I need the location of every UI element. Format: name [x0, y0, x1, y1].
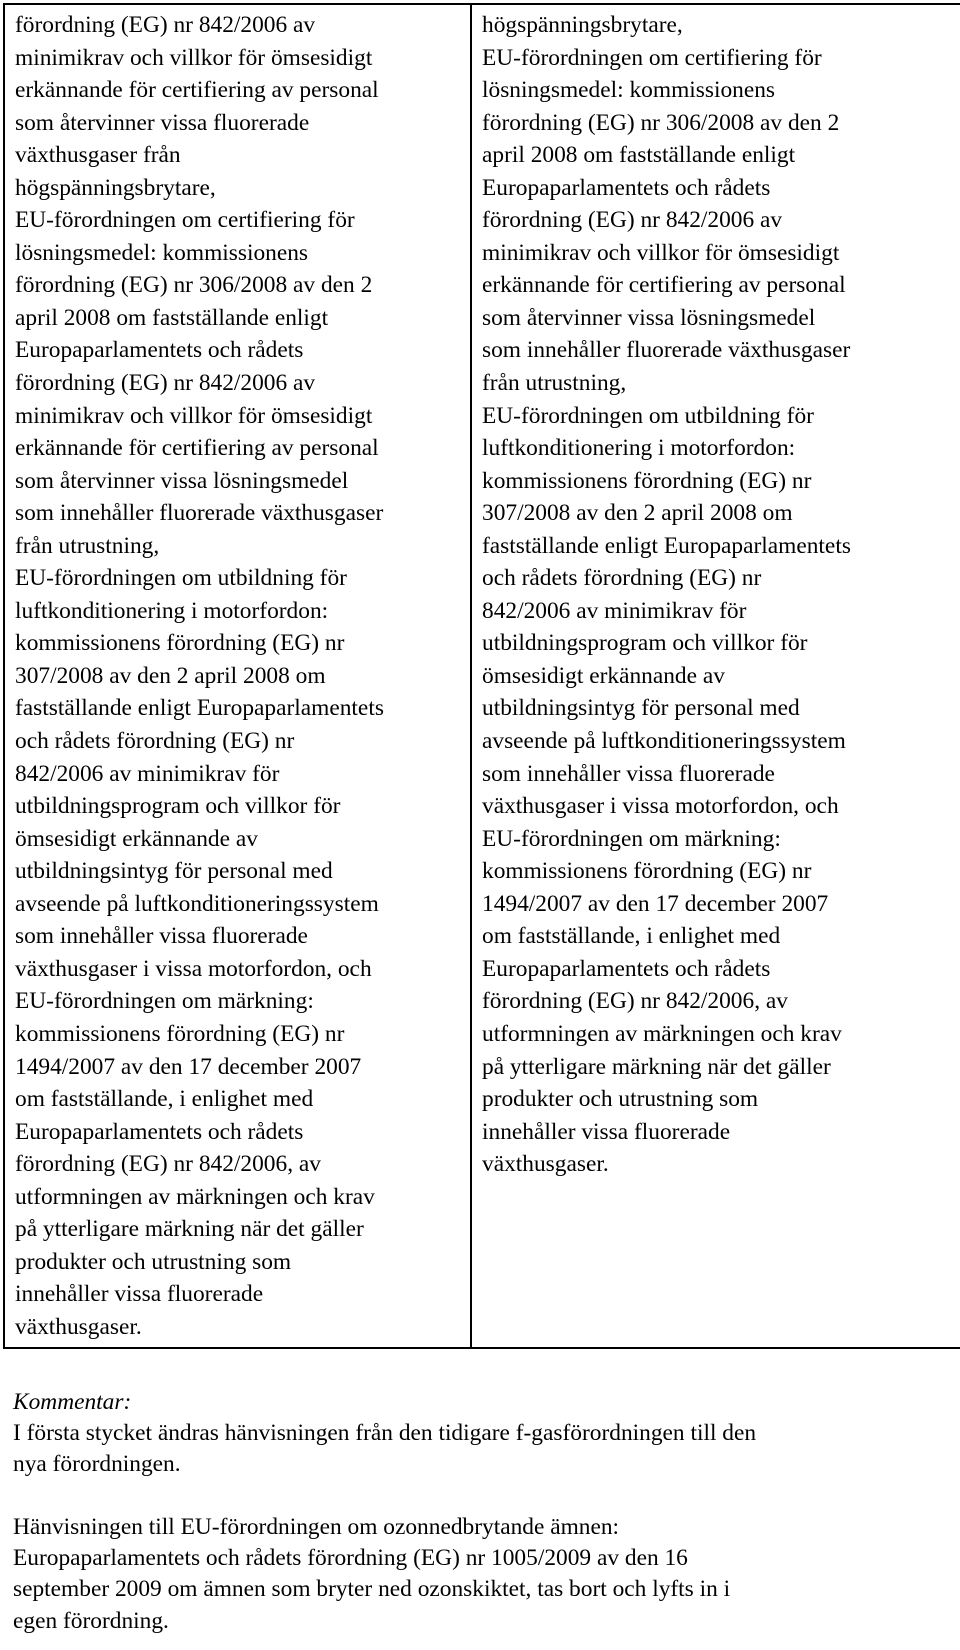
left-cell-line: utbildningsprogram och villkor för — [15, 793, 341, 820]
right-cell-line: Europaparlamentets och rådets — [482, 174, 771, 201]
right-cell-line: växthusgaser. — [482, 1151, 609, 1178]
left-cell-line: som innehåller vissa fluorerade — [15, 923, 308, 950]
left-cell-line: EU-förordningen om utbildning för — [15, 565, 347, 592]
comparison-table — [3, 3, 960, 1349]
right-cell-line: förordning (EG) nr 842/2006, av — [482, 988, 788, 1015]
left-cell-line: högspänningsbrytare, — [15, 174, 216, 201]
right-cell-line: växthusgaser i vissa motorfordon, och — [482, 793, 839, 820]
comment-line: Hänvisningen till EU-förordningen om ozonnedbrytande ämnen: — [13, 1514, 620, 1540]
left-cell-line: utformningen av märkningen och krav — [15, 1183, 375, 1210]
left-cell-line: ömsesidigt erkännande av — [15, 825, 258, 852]
right-cell-line: luftkonditionering i motorfordon: — [482, 435, 796, 462]
right-cell-line: utbildningsprogram och villkor för — [482, 630, 808, 657]
right-cell-line: kommissionens förordning (EG) nr — [482, 467, 812, 494]
table-row — [4, 4, 960, 1348]
right-cell-line: lösningsmedel: kommissionens — [482, 77, 776, 104]
right-cell-line: april 2008 om fastställande enligt — [482, 142, 796, 169]
left-cell-line: Europaparlamentets och rådets — [15, 337, 304, 364]
left-cell-line: utbildningsintyg för personal med — [15, 858, 333, 885]
left-cell-line: luftkonditionering i motorfordon: — [15, 597, 329, 624]
left-cell-line: och rådets förordning (EG) nr — [15, 728, 295, 755]
right-cell-line: Europaparlamentets och rådets — [482, 955, 771, 982]
right-cell-line: fastställande enligt Europaparlamentets — [482, 532, 851, 559]
comment-line: Europaparlamentets och rådets förordning (EG) nr 1005/2009 av den 16 — [13, 1545, 688, 1572]
comment-line: nya förordningen. — [13, 1451, 181, 1478]
left-cell-line: produkter och utrustning som — [15, 1248, 292, 1275]
left-cell-line: 1494/2007 av den 17 december 2007 — [15, 1053, 362, 1080]
right-cell-line: som innehåller vissa fluorerade — [482, 760, 775, 787]
left-cell-line: Europaparlamentets och rådets — [15, 1118, 304, 1145]
right-cell-line: och rådets förordning (EG) nr — [482, 565, 762, 592]
left-cell-line: EU-förordningen om certifiering för — [15, 207, 355, 234]
right-cell-line: på ytterligare märkning när det gäller — [482, 1053, 831, 1080]
right-cell-line: om fastställande, i enlighet med — [482, 923, 781, 950]
left-cell-line: erkännande för certifiering av personal — [15, 77, 379, 104]
comment-heading: Kommentar: — [13, 1389, 132, 1415]
left-cell-line: innehåller vissa fluorerade — [15, 1281, 264, 1308]
left-cell-line: april 2008 om fastställande enligt — [15, 304, 329, 331]
left-cell — [4, 4, 471, 1348]
left-cell-line: lösningsmedel: kommissionens — [15, 239, 309, 266]
right-cell-line: förordning (EG) nr 842/2006 av — [482, 207, 783, 234]
right-cell-line: EU-förordningen om märkning: — [482, 825, 781, 852]
right-cell-line: som innehåller fluorerade växthusgaser — [482, 337, 851, 364]
right-cell-line: högspänningsbrytare, — [482, 12, 683, 38]
right-cell-line: som återvinner vissa lösningsmedel — [482, 304, 816, 331]
left-cell-line: som återvinner vissa lösningsmedel — [15, 467, 349, 494]
left-cell-line: minimikrav och villkor för ömsesidigt — [15, 402, 373, 429]
left-cell-line: växthusgaser från — [15, 142, 181, 169]
left-cell-line: fastställande enligt Europaparlamentets — [15, 695, 384, 722]
left-cell-line: som innehåller fluorerade växthusgaser — [15, 500, 384, 527]
left-cell-line: minimikrav och villkor för ömsesidigt — [15, 44, 373, 71]
right-cell-line: EU-förordningen om certifiering för — [482, 44, 822, 71]
right-cell-line: kommissionens förordning (EG) nr — [482, 858, 812, 885]
comment-line: I första stycket ändras hänvisningen från den tidigare f-gasförordningen till den — [13, 1420, 757, 1446]
right-cell-line: innehåller vissa fluorerade — [482, 1118, 731, 1145]
comment-line: september 2009 om ämnen som bryter ned ozonskiktet, tas bort och lyfts in i — [13, 1576, 731, 1603]
left-cell-line: förordning (EG) nr 842/2006, av — [15, 1151, 321, 1178]
right-cell-line: avseende på luftkonditioneringssystem — [482, 728, 846, 755]
left-cell-line: växthusgaser i vissa motorfordon, och — [15, 955, 372, 982]
left-cell-line: erkännande för certifiering av personal — [15, 435, 379, 462]
left-cell-line: 307/2008 av den 2 april 2008 om — [15, 662, 326, 689]
right-cell-line: från utrustning, — [482, 370, 627, 397]
left-cell-line: 842/2006 av minimikrav för — [15, 760, 280, 787]
right-cell-line: 1494/2007 av den 17 december 2007 — [482, 890, 829, 917]
right-cell-line: förordning (EG) nr 306/2008 av den 2 — [482, 109, 840, 136]
left-cell-line: förordning (EG) nr 842/2006 av — [15, 370, 316, 397]
left-cell-line: på ytterligare märkning när det gäller — [15, 1216, 364, 1243]
comment-line: egen förordning. — [13, 1607, 169, 1634]
left-cell-line: som återvinner vissa fluorerade — [15, 109, 310, 136]
left-cell-line: från utrustning, — [15, 532, 160, 559]
left-cell-line: EU-förordningen om märkning: — [15, 988, 314, 1015]
right-cell-line: erkännande för certifiering av personal — [482, 272, 846, 299]
right-cell-line: 307/2008 av den 2 april 2008 om — [482, 500, 793, 527]
left-cell-line: avseende på luftkonditioneringssystem — [15, 890, 379, 917]
right-cell-line: utformningen av märkningen och krav — [482, 1020, 842, 1047]
right-cell-line: ömsesidigt erkännande av — [482, 662, 725, 689]
left-cell-line: kommissionens förordning (EG) nr — [15, 630, 345, 657]
right-cell — [471, 4, 960, 1348]
left-cell-line: förordning (EG) nr 842/2006 av — [15, 12, 316, 38]
right-cell-line: 842/2006 av minimikrav för — [482, 597, 747, 624]
right-cell-line: minimikrav och villkor för ömsesidigt — [482, 239, 840, 266]
right-cell-line: EU-förordningen om utbildning för — [482, 402, 814, 429]
comment-paragraph-2 — [13, 1512, 943, 1637]
left-cell-line: växthusgaser. — [15, 1313, 142, 1340]
left-cell-line: förordning (EG) nr 306/2008 av den 2 — [15, 272, 373, 299]
right-cell-line: produkter och utrustning som — [482, 1086, 759, 1113]
left-cell-line: kommissionens förordning (EG) nr — [15, 1020, 345, 1047]
right-cell-line: utbildningsintyg för personal med — [482, 695, 800, 722]
comment-paragraph-1 — [13, 1418, 943, 1480]
left-cell-line: om fastställande, i enlighet med — [15, 1086, 314, 1113]
